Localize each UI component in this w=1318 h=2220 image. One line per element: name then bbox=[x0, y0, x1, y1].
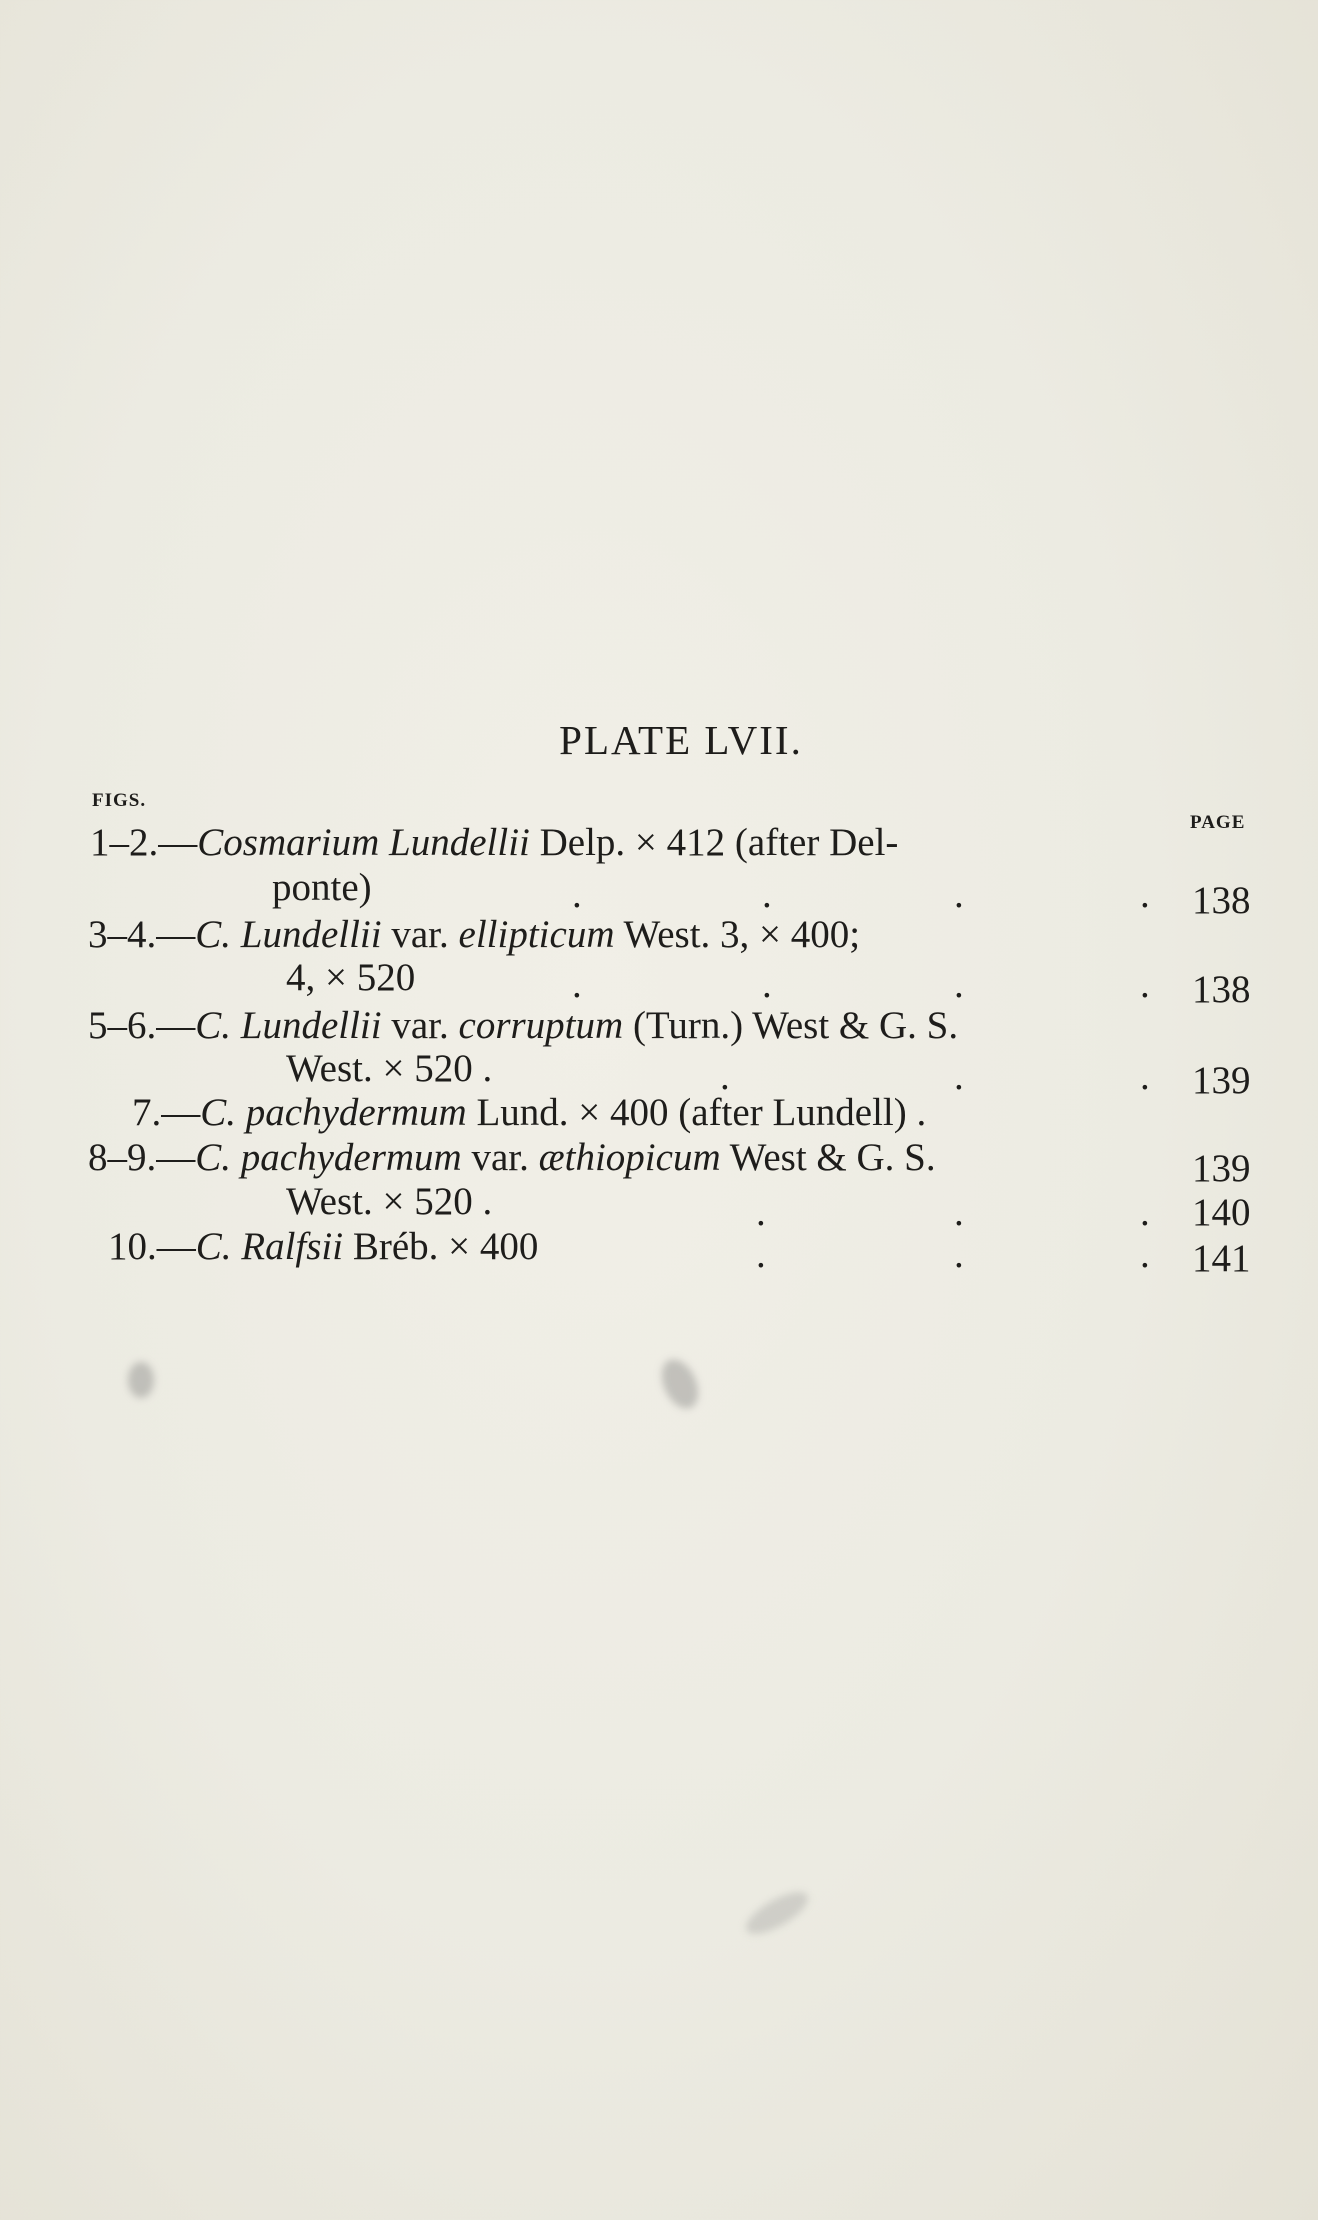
leader-dot: . bbox=[1140, 1055, 1150, 1098]
entry-2-line-1 bbox=[88, 912, 860, 957]
entry-4-text: Lund. × 400 (after Lundell) . bbox=[466, 1091, 927, 1134]
leader-dot: . bbox=[1140, 963, 1150, 1006]
paper-stain bbox=[740, 1884, 814, 1942]
entry-3-line-1 bbox=[88, 1003, 958, 1048]
entry-1-line-1 bbox=[90, 820, 898, 865]
entry-5-taxon: C. pachydermum bbox=[195, 1136, 462, 1179]
entry-3-var: var. bbox=[381, 1004, 459, 1047]
leader-dot: . bbox=[954, 1233, 964, 1276]
paper-stain bbox=[655, 1354, 706, 1415]
entry-6-figs: 10.— bbox=[108, 1225, 196, 1268]
entry-1-page: 138 bbox=[1192, 879, 1251, 922]
entry-3-variety: corruptum bbox=[458, 1004, 624, 1047]
entry-2-var: var. bbox=[381, 913, 459, 956]
entry-5-text: West & G. S. bbox=[720, 1136, 936, 1179]
leader-dot: . bbox=[572, 873, 582, 916]
entry-5-page: 140 bbox=[1192, 1191, 1251, 1234]
entry-5-line-1 bbox=[88, 1135, 936, 1180]
entry-6-page: 141 bbox=[1192, 1237, 1251, 1280]
entry-3-line-2: West. × 520 . bbox=[286, 1047, 493, 1090]
entry-2-taxon: C. Lundellii bbox=[195, 913, 382, 956]
leader-dot: . bbox=[762, 873, 772, 916]
leader-dot: . bbox=[762, 963, 772, 1006]
leader-dot: . bbox=[1140, 1233, 1150, 1276]
leader-dot: . bbox=[954, 1055, 964, 1098]
leader-dot: . bbox=[954, 1191, 964, 1234]
entry-5-var: var. bbox=[461, 1136, 539, 1179]
entry-1-taxon: Cosmarium Lundellii bbox=[197, 821, 530, 864]
leader-dot: . bbox=[756, 1233, 766, 1276]
entry-1-line-2: ponte) bbox=[272, 866, 372, 909]
entry-5-line-2: West. × 520 . bbox=[286, 1180, 493, 1223]
entry-4-line-1 bbox=[132, 1090, 926, 1135]
entry-2-line-2: 4, × 520 bbox=[286, 956, 416, 999]
leader-dot: . bbox=[756, 1191, 766, 1234]
entry-5-variety: æthiopicum bbox=[538, 1136, 721, 1179]
entry-5-figs: 8–9.— bbox=[88, 1136, 196, 1179]
entry-6-line-1 bbox=[108, 1224, 538, 1269]
entry-4-taxon: C. pachydermum bbox=[200, 1091, 467, 1134]
entry-2-variety: ellipticum bbox=[458, 913, 615, 956]
entry-6-text: Bréb. × 400 bbox=[343, 1225, 539, 1268]
leader-dot: . bbox=[720, 1055, 730, 1098]
entry-3-taxon: C. Lundellii bbox=[195, 1004, 382, 1047]
entry-4-page: 139 bbox=[1192, 1147, 1251, 1190]
entry-3-text: (Turn.) West & G. S. bbox=[623, 1004, 959, 1047]
figs-column-heading: FIGS. bbox=[92, 790, 147, 811]
leader-dot: . bbox=[572, 963, 582, 1006]
entry-2-page: 138 bbox=[1192, 968, 1251, 1011]
entry-4-figs: 7.— bbox=[132, 1091, 201, 1134]
leader-dot: . bbox=[1140, 1191, 1150, 1234]
entry-3-figs: 5–6.— bbox=[88, 1004, 196, 1047]
plate-title: PLATE LVII. bbox=[559, 717, 803, 763]
leader-dot: . bbox=[954, 963, 964, 1006]
entry-1-text: Delp. × 412 (after Del- bbox=[529, 821, 899, 864]
entry-3-page: 139 bbox=[1192, 1059, 1251, 1102]
page-column-heading: PAGE bbox=[1190, 812, 1246, 833]
entry-6-taxon: C. Ralfsii bbox=[195, 1225, 344, 1268]
entry-2-text: West. 3, × 400; bbox=[614, 913, 861, 956]
entry-1-figs: 1–2.— bbox=[90, 821, 198, 864]
leader-dot: . bbox=[1140, 873, 1150, 916]
entry-2-figs: 3–4.— bbox=[88, 913, 196, 956]
paper-stain bbox=[128, 1362, 154, 1398]
leader-dot: . bbox=[954, 873, 964, 916]
